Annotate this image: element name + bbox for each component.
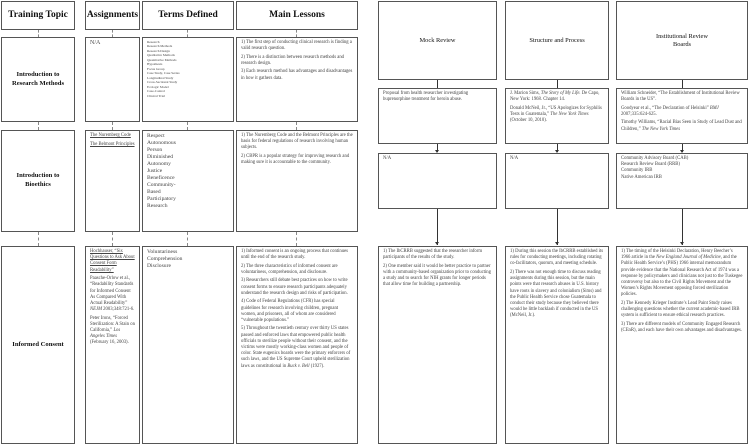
assignment-title: The New York Times <box>550 111 589 117</box>
topic-research-methods <box>1 37 75 122</box>
term-item: Research <box>147 40 160 44</box>
terms-research-methods <box>142 37 234 122</box>
term-item: Comprehension <box>147 255 183 262</box>
lesson-item <box>510 270 604 320</box>
structure-process-terms <box>505 153 609 209</box>
assignment-text: (February 16, 2003). <box>90 340 129 346</box>
lesson-text: 1) Informed consent is an ongoing process that continues until the end of the research study. <box>241 249 349 261</box>
irb-assignments <box>616 88 748 144</box>
lesson-item <box>241 278 353 297</box>
mock-review-assignments <box>378 88 497 144</box>
connector-line <box>437 80 438 88</box>
lesson-text: 1) The IbCRRB suggested that the researcher inform participants of the results of the study. <box>383 249 482 261</box>
term-item: Participatory <box>147 195 176 202</box>
term-text: Community IRB <box>621 168 653 174</box>
assignment-text: Donald McNeil, Jr., “US Apologizes for Syphilis Tests in Guatemala,” <box>510 105 602 117</box>
term-text: Research Review Board (RRB) <box>621 162 680 168</box>
connector-line <box>682 209 683 245</box>
lesson-item <box>621 249 743 299</box>
lesson-text: 5) Throughout the twentieth century over thirty US states passed and enforced laws that empowered public health officials to sterilize people without their consent, and the victims were mostly working-class women and people of color. State eugenics boards were the primary enforcers of such laws, and the US Supreme Court upheld sterilization laws as constitutional in <box>241 326 351 369</box>
lessons-informed-consent <box>236 246 358 444</box>
assignment-journal: Los Angeles Times <box>90 328 121 340</box>
arrow-down-icon <box>435 242 439 245</box>
column-guide-line <box>112 30 113 37</box>
header-main-lessons <box>236 1 358 30</box>
assignment-journal: BMJ <box>709 105 719 111</box>
assignment-text: Peter Irons, “Forced Sterilization: A Stain on California,” <box>90 315 135 334</box>
term-item: Case Study, Case Series <box>147 71 180 76</box>
assignment-text: Timothy Williams, “Racial Bias Seen in Study of Lead Dust and Children,” <box>621 120 742 132</box>
lesson-text: (1927). <box>309 363 325 369</box>
irb-assignment-item <box>621 91 743 103</box>
structure-process-lessons <box>505 246 609 444</box>
term-item: Case-Control <box>147 89 166 94</box>
term-item: Research Methods <box>147 44 173 49</box>
term-item: Autonomy <box>147 160 171 167</box>
lesson-item <box>241 326 353 369</box>
irb-lessons <box>616 246 748 444</box>
term-text: N/A <box>510 156 519 161</box>
lesson-item <box>241 249 353 261</box>
assignment-link[interactable]: The Belmont Principles <box>90 141 135 147</box>
assignment-text: J. Marion Sims, <box>510 91 541 96</box>
term-item: Ecologic Model <box>147 84 169 89</box>
header-mock-review <box>378 1 497 80</box>
topic-informed-consent-label: Informed Consent <box>12 340 64 348</box>
header-institutional-review-boards <box>616 1 748 80</box>
arrow-down-icon <box>680 242 684 245</box>
term-text: Native American IRB <box>621 174 662 180</box>
lesson-item <box>383 249 492 261</box>
term-item: Person <box>147 146 163 153</box>
term-item: Respect <box>147 133 165 139</box>
header-assignments <box>85 1 140 30</box>
lesson-case-name: Buck v. Bell <box>287 363 310 369</box>
assignment-title: The Story of My Life. <box>540 91 581 96</box>
assignment-text: Paasche-Orlow et al., “Readability Standards for Informed Consent As Compared With Actual Readability” <box>90 276 134 306</box>
term-item: Hypothesis <box>147 62 163 67</box>
column-guide-line <box>187 30 188 37</box>
topic-informed-consent <box>1 246 75 444</box>
irb-assignment-item <box>621 106 743 118</box>
assignment-text: Proposal from health researcher investigating buprenorphine treatment for heroin abuse. <box>383 91 469 103</box>
mock-review-lessons <box>378 246 497 444</box>
lesson-item <box>510 249 604 268</box>
term-item: Autonomous <box>147 139 176 146</box>
term-item: Research <box>147 202 168 209</box>
column-guide-line <box>296 232 297 246</box>
column-guide-line <box>187 122 188 130</box>
term-item: Community- <box>147 181 176 188</box>
assignment-text: 2007;335:624-625. <box>621 111 657 117</box>
assignment-text: (October 10, 2010). <box>510 118 547 124</box>
lesson-text: 3) Researchers still debate best practices on how to write consent forms to ensure research participants adequately understand the research design and risks of participation. <box>241 278 348 296</box>
assignment-item <box>90 276 135 313</box>
assignment-text: De Capo, New York: 1968. Chapter 14. <box>510 91 600 103</box>
lesson-text: 3) There are different models of Community Engaged Research (CEnR), and each have their own advantages and disadvantages. <box>621 321 743 334</box>
structure-assignment-item <box>510 106 604 125</box>
lesson-item: 1) The first step of conducting clinical research is finding a valid research question. <box>241 40 352 52</box>
connector-line <box>557 80 558 88</box>
topic-bioethics-label: Introduction to Bioethics <box>16 172 60 188</box>
irb-term-item <box>621 175 743 181</box>
lessons-research-methods <box>236 37 358 122</box>
lesson-item <box>241 264 353 276</box>
lesson-item: 1) The Nuremberg Code and the Belmont Principles are the basis for federal regulations of research involving human subjects. <box>241 133 353 151</box>
terms-informed-consent <box>142 246 234 444</box>
header-training-topic <box>1 1 75 30</box>
column-guide-line <box>296 122 297 130</box>
assignment-item <box>90 316 135 347</box>
column-guide-line <box>38 232 39 246</box>
column-guide-line <box>38 122 39 130</box>
assignments-informed-consent <box>85 246 140 444</box>
term-item: Cross-Sectional Study <box>147 80 178 85</box>
assignment-item[interactable] <box>90 249 135 274</box>
assignment-link[interactable]: The Nuremberg Code <box>90 133 131 138</box>
assignment-journal: The New York Times <box>641 126 681 132</box>
irb-terms <box>616 153 748 209</box>
structure-term-item <box>510 156 604 162</box>
header-terms-defined <box>142 1 234 30</box>
header-structure-process <box>505 1 609 80</box>
assignment-journal: NEJM <box>90 307 102 313</box>
terms-bioethics <box>142 130 234 232</box>
lesson-text: 2) The Kennedy Krieger Institute’s Lead Paint Study raises challenging questions whether the current academic-based IRB system is sufficient to ensure ethical research practices. <box>621 300 740 319</box>
mock-review-term-item <box>383 156 492 162</box>
term-item: Diminished <box>147 153 174 160</box>
term-item: Qualitative Methods <box>147 53 175 58</box>
lesson-item <box>241 299 353 324</box>
column-guide-line <box>112 232 113 246</box>
assignment-link-text[interactable]: Hochhauser, “Six Questions to Ask About Consent Form Readability” <box>90 249 135 273</box>
assignment-text: William Schneider, “The Establishment of Institutional Review Boards in the US”. <box>621 91 740 103</box>
lesson-text: 2) There was not enough time to discuss reading assignments during this session, but the main points were that research abuses in U.S. history have roots in slavery and colonialism (Sims) and the Public Health Service chose Guatemala to conduct their study because they believed there would be little backlash if conducted in the US (McNeil, Jr.). <box>510 269 602 319</box>
assignment-text: 2003;348:721-6. <box>101 307 135 313</box>
mock-review-assignment-item <box>383 91 492 103</box>
structure-assignment-item <box>510 91 604 103</box>
connector-line <box>557 209 558 245</box>
lesson-item <box>621 301 743 320</box>
topic-research-methods-label: Introduction to Research Methods <box>11 70 65 87</box>
assignment-item: N/A <box>90 40 101 46</box>
mock-review-terms <box>378 153 497 209</box>
column-guide-line <box>38 30 39 37</box>
header-structure-process-label: Structure and Process <box>529 36 585 44</box>
column-guide-line <box>187 232 188 246</box>
lessons-bioethics <box>236 130 358 232</box>
header-mock-review-label: Mock Review <box>419 36 456 44</box>
structure-process-assignments <box>505 88 609 144</box>
lesson-item <box>383 264 492 289</box>
irb-assignment-item <box>621 120 743 132</box>
header-terms-defined-label: Terms Defined <box>158 10 218 21</box>
lesson-text: 1) The timing of the Helsinki Declaration, Henry Beecher’s 1966 article in the <box>621 249 733 261</box>
term-item: Research Design <box>147 48 170 53</box>
lesson-item: 3) Each research method has advantages and disadvantages in how it gathers data. <box>241 69 353 81</box>
assignment-text: Goodyear et al., “The Declaration of Helsinki” <box>621 105 710 111</box>
connector-line <box>437 209 438 245</box>
header-assignments-label: Assignments <box>86 10 139 21</box>
lesson-text: 4) Code of Federal Regulations (CFR) has special guidelines for research involving children, pregnant women, and prisoners, all of whom are considered “vulnerable populations.” <box>241 299 339 323</box>
lesson-item: 2) There is a distinction between research methods and research design. <box>241 54 345 66</box>
assignments-research-methods <box>85 37 140 122</box>
header-main-lessons-label: Main Lessons <box>269 10 325 21</box>
connector-line <box>682 80 683 88</box>
lesson-text: and the Public Health Service’s (PHS) 1966 internal memorandum provide evidence that the National Research Act of 1974 was a response by policymakers and clinicians not just to the Tuskegee controversy but also to the Civil Rights Movement and the Women’s Rights Movement opposing forced sterilization policies. <box>621 255 743 298</box>
lesson-journal: New England Journal of Medicine, <box>656 255 722 261</box>
header-irb-label: Institutional Review Boards <box>655 32 708 48</box>
term-item: Quantitative Methods <box>147 57 177 62</box>
term-text: N/A <box>383 156 392 161</box>
lesson-text: 2) The three characteristics of informed consent are voluntariness, comprehension, and disclosure. <box>241 263 338 275</box>
term-item: Clinical Trial <box>147 93 165 98</box>
lesson-text: 1) During this session the IbCRRB established its rules for conducting meetings, including rotating co-facilitators, quorum, and meeting schedule. <box>510 249 604 267</box>
term-item: Based <box>147 188 161 195</box>
column-guide-line <box>296 30 297 37</box>
assignments-bioethics <box>85 130 140 232</box>
column-guide-line <box>112 122 113 130</box>
term-item: Longitudinal Study <box>147 75 174 80</box>
lesson-text: 2) One member said it would be better practice to partner with a community-based organization prior to conducting a study and to search for NIH grants for longer periods that allow time for building a partnership. <box>383 263 491 288</box>
header-training-topic-label: Training Topic <box>8 10 68 21</box>
arrow-down-icon <box>555 242 559 245</box>
lesson-item: 2) CBPR is a popular strategy for improving research and making sure it is accountable to the community. <box>241 153 350 166</box>
term-item: Justice <box>147 167 163 174</box>
term-item: Focus Group <box>147 66 165 71</box>
topic-bioethics <box>1 130 75 232</box>
term-item: Disclosure <box>147 262 171 269</box>
lesson-item <box>621 322 743 334</box>
term-item: Voluntariness <box>147 249 178 255</box>
term-text: Community Advisory Board (CAB) <box>621 156 689 161</box>
term-item: Beneficence <box>147 174 175 181</box>
